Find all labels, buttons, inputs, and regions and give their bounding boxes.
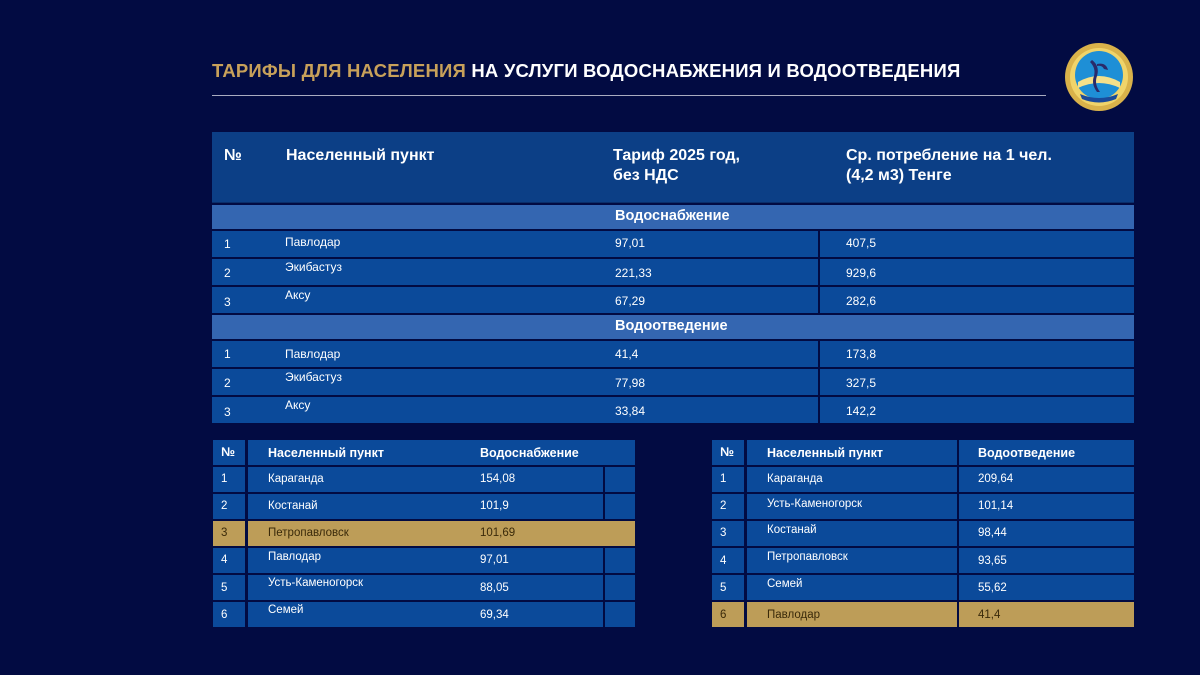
row-city: Усть-Каменогорск bbox=[767, 498, 863, 510]
table-row bbox=[712, 467, 1134, 492]
main-table-header bbox=[212, 132, 1134, 203]
ranking-header bbox=[213, 440, 635, 465]
row-city: Усть-Каменогорск bbox=[268, 577, 364, 589]
header-city: Населенный пункт bbox=[268, 446, 384, 460]
row-city: Костанай bbox=[268, 500, 318, 512]
row-consumption: 282,6 bbox=[846, 294, 877, 308]
table-row bbox=[213, 467, 635, 492]
row-consumption: 173,8 bbox=[846, 347, 877, 361]
row-num: 3 bbox=[720, 527, 727, 539]
table-row-highlighted bbox=[712, 602, 1134, 627]
header-value: Водоотведение bbox=[978, 446, 1076, 460]
row-city: Семей bbox=[268, 604, 304, 616]
row-consumption: 327,5 bbox=[846, 376, 877, 390]
table-row bbox=[712, 575, 1134, 600]
header-num: № bbox=[720, 445, 734, 459]
main-tariff-table bbox=[212, 132, 1134, 423]
row-city: Петропавловск bbox=[268, 527, 349, 539]
header-city: Населенный пункт bbox=[286, 147, 435, 164]
slide-title bbox=[212, 60, 960, 82]
section-drainage bbox=[212, 315, 1134, 339]
row-num: 3 bbox=[221, 527, 228, 539]
row-tariff: 97,01 bbox=[615, 236, 646, 250]
table-row bbox=[213, 602, 635, 627]
row-num: 4 bbox=[221, 554, 228, 566]
water-supply-ranking-table bbox=[213, 440, 635, 627]
row-city: Павлодар bbox=[767, 609, 820, 621]
table-row bbox=[212, 287, 1134, 313]
row-num: 5 bbox=[720, 582, 727, 594]
row-tariff: 41,4 bbox=[615, 347, 639, 361]
table-row bbox=[212, 397, 1134, 423]
table-row bbox=[212, 231, 1134, 257]
section-title: Водоснабжение bbox=[615, 208, 730, 224]
row-num: 6 bbox=[720, 609, 727, 621]
table-row bbox=[213, 494, 635, 519]
row-tariff: 33,84 bbox=[615, 404, 646, 418]
table-row bbox=[712, 548, 1134, 573]
table-row bbox=[212, 341, 1134, 367]
row-tariff: 221,33 bbox=[615, 266, 652, 280]
slide-title-rest: НА УСЛУГИ ВОДОСНАБЖЕНИЯ И ВОДООТВЕДЕНИЯ bbox=[466, 60, 961, 81]
row-num: 2 bbox=[221, 500, 228, 512]
title-divider bbox=[212, 95, 1046, 96]
row-city: Павлодар bbox=[285, 347, 341, 361]
row-consumption: 407,5 bbox=[846, 236, 877, 250]
row-num: 5 bbox=[221, 582, 228, 594]
section-water-supply bbox=[212, 205, 1134, 229]
header-consumption: Ср. потребление на 1 чел. (4,2 м3) Тенге bbox=[846, 147, 1052, 184]
header-city: Населенный пункт bbox=[767, 446, 883, 460]
row-consumption: 929,6 bbox=[846, 266, 877, 280]
header-num: № bbox=[221, 445, 235, 459]
row-num: 1 bbox=[221, 473, 228, 485]
row-value: 101,14 bbox=[978, 500, 1014, 512]
table-row bbox=[212, 259, 1134, 285]
row-num: 6 bbox=[221, 609, 228, 621]
row-city: Петропавловск bbox=[767, 551, 848, 563]
row-num: 3 bbox=[224, 405, 231, 419]
table-row-highlighted bbox=[213, 521, 635, 546]
row-num: 2 bbox=[224, 266, 231, 280]
row-consumption: 142,2 bbox=[846, 404, 877, 418]
table-row bbox=[712, 494, 1134, 519]
row-value: 98,44 bbox=[978, 527, 1007, 539]
row-value: 209,64 bbox=[978, 473, 1014, 485]
section-title: Водоотведение bbox=[615, 318, 728, 334]
ranking-header bbox=[712, 440, 1134, 465]
slide-title-accent: ТАРИФЫ ДЛЯ НАСЕЛЕНИЯ bbox=[212, 60, 467, 81]
table-row bbox=[212, 369, 1134, 395]
row-city: Павлодар bbox=[285, 235, 341, 249]
row-value: 88,05 bbox=[480, 582, 509, 594]
row-value: 41,4 bbox=[978, 609, 1001, 621]
row-city: Аксу bbox=[285, 398, 311, 412]
row-value: 101,69 bbox=[480, 527, 516, 539]
row-value: 55,62 bbox=[978, 582, 1007, 594]
row-tariff: 67,29 bbox=[615, 294, 646, 308]
row-num: 2 bbox=[720, 500, 727, 512]
row-city: Караганда bbox=[268, 473, 324, 485]
row-city: Экибастуз bbox=[285, 370, 342, 384]
pavlodar-region-emblem-icon bbox=[1064, 42, 1134, 112]
row-num: 1 bbox=[720, 473, 727, 485]
row-city: Аксу bbox=[285, 288, 311, 302]
table-row bbox=[213, 575, 635, 600]
row-num: 3 bbox=[224, 295, 231, 309]
row-city: Караганда bbox=[767, 473, 823, 485]
row-value: 93,65 bbox=[978, 555, 1007, 567]
row-num: 2 bbox=[224, 376, 231, 390]
table-row bbox=[213, 548, 635, 573]
row-value: 97,01 bbox=[480, 554, 509, 566]
row-city: Павлодар bbox=[268, 551, 321, 563]
row-tariff: 77,98 bbox=[615, 376, 646, 390]
row-city: Семей bbox=[767, 578, 803, 590]
row-value: 101,9 bbox=[480, 500, 509, 512]
row-num: 4 bbox=[720, 555, 727, 567]
header-num: № bbox=[224, 147, 242, 164]
row-value: 154,08 bbox=[480, 473, 516, 485]
table-row bbox=[712, 521, 1134, 546]
row-num: 1 bbox=[224, 347, 231, 361]
row-city: Экибастуз bbox=[285, 260, 342, 274]
row-num: 1 bbox=[224, 237, 231, 251]
row-value: 69,34 bbox=[480, 609, 509, 621]
drainage-ranking-table bbox=[712, 440, 1134, 627]
header-tariff: Тариф 2025 год, без НДС bbox=[613, 147, 740, 184]
row-city: Костанай bbox=[767, 524, 817, 536]
header-value: Водоснабжение bbox=[480, 446, 579, 460]
